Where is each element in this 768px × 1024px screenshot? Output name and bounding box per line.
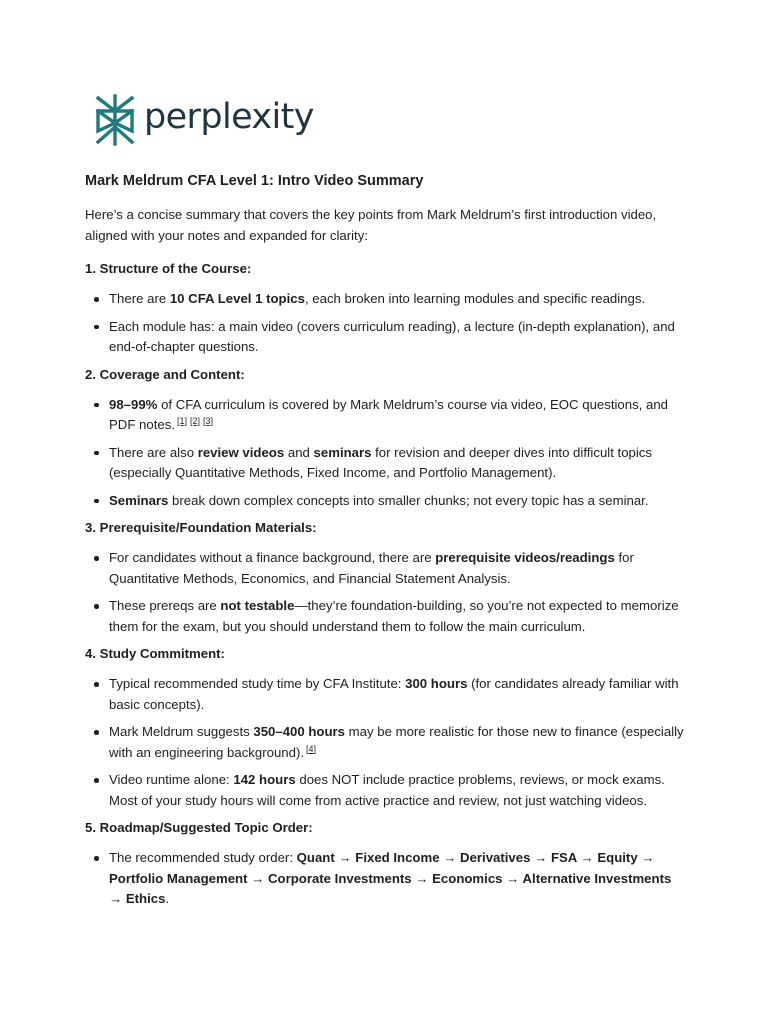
bullet-list (85, 289, 685, 358)
perplexity-logo-icon (94, 94, 136, 146)
list-item (109, 443, 685, 484)
citation-link[interactable]: [2] (189, 416, 200, 426)
section-heading: 1. Structure of the Course: (85, 261, 252, 276)
list-item (109, 395, 685, 436)
citation-refs (177, 416, 216, 426)
bold-text: 350–400 hours (253, 724, 346, 739)
text: and (284, 444, 314, 460)
citation-refs (306, 744, 319, 754)
text: , each broken into learning modules and specific readings. (304, 291, 646, 306)
summary-content (85, 170, 685, 917)
bold-text: 10 CFA Level 1 topics (169, 291, 305, 306)
text: does NOT include practice problems, reviews, or mock exams. Most of your study hours will come from active practice and review, not just watching videos. (109, 772, 665, 808)
bold-text: Seminars (109, 492, 169, 508)
text: Video runtime alone: (109, 772, 234, 787)
bullet-list (85, 395, 685, 512)
list-item (109, 596, 685, 637)
list-item (109, 491, 685, 512)
list-item (109, 722, 685, 763)
list-item (109, 317, 685, 358)
bold-text: seminars (313, 444, 372, 460)
bold-text: prerequisite videos/readings (435, 550, 615, 565)
intro-paragraph: Here’s a concise summary that covers the key points from Mark Meldrum’s first introduction video, aligned with your notes and expanded for clarity: (85, 207, 657, 243)
text: These prereqs are (109, 598, 221, 613)
text: break down complex concepts into smaller chunks; not every topic has a seminar. (168, 492, 649, 508)
text: Mark Meldrum suggests (109, 724, 254, 739)
citation-link[interactable]: [4] (306, 743, 317, 754)
text: (for candidates already familiar with basic concepts). (109, 676, 679, 712)
section-heading: 3. Prerequisite/Foundation Materials: (85, 520, 317, 535)
bullet-list (85, 848, 685, 910)
bold-text: not testable (220, 598, 295, 613)
bold-text: 98–99% (109, 396, 158, 412)
text: of CFA curriculum is covered by Mark Meldrum’s course via video, EOC questions, and PDF notes. (109, 396, 669, 432)
text: . (165, 891, 170, 906)
text: —they’re foundation-building, so you’re not expected to memorize them for the exam, but you should understand them to follow the main curriculum. (109, 598, 679, 634)
text: There are (109, 291, 170, 306)
text: For candidates without a finance background, there are (109, 550, 436, 565)
list-item (109, 674, 685, 715)
list-item (109, 289, 685, 310)
list-item (109, 770, 685, 811)
citation-link[interactable]: [3] (203, 416, 214, 426)
list-item (109, 848, 685, 910)
section-heading: 2. Coverage and Content: (85, 366, 245, 382)
bold-text: review videos (197, 444, 285, 460)
text: for revision and deeper dives into difficult topics (especially Quantitative Methods, Fixed Income, and Portfolio Management). (109, 444, 652, 480)
text: The recommended study order: (109, 850, 297, 865)
text: Typical recommended study time by CFA Institute: (109, 676, 406, 691)
bullet-list (85, 674, 685, 811)
citation-link[interactable]: [1] (176, 416, 187, 426)
section-heading: 5. Roadmap/Suggested Topic Order: (85, 820, 313, 835)
text: There are also (109, 444, 198, 460)
bold-text: 300 hours (405, 676, 468, 691)
list-item (109, 548, 685, 589)
page-title: Mark Meldrum CFA Level 1: Intro Video Summary (85, 173, 424, 189)
bullet-list (85, 548, 685, 637)
bold-text: 142 hours (233, 772, 296, 787)
text: Each module has: a main video (covers curriculum reading), a lecture (in-depth explanation), and end-of-chapter questions. (109, 318, 675, 354)
section-heading: 4. Study Commitment: (85, 646, 225, 661)
perplexity-wordmark: perplexity (144, 97, 314, 137)
bold-text: Quant → Fixed Income → Derivatives → FSA → Equity → Portfolio Management → Corporate Investments → Economics → Alternative Investments → Ethics (109, 850, 672, 906)
text: may be more realistic for those new to finance (especially with an engineering background). (109, 724, 684, 760)
perplexity-logo (94, 94, 314, 146)
sections-container (85, 259, 685, 910)
text: for Quantitative Methods, Economics, and Financial Statement Analysis. (109, 550, 634, 586)
